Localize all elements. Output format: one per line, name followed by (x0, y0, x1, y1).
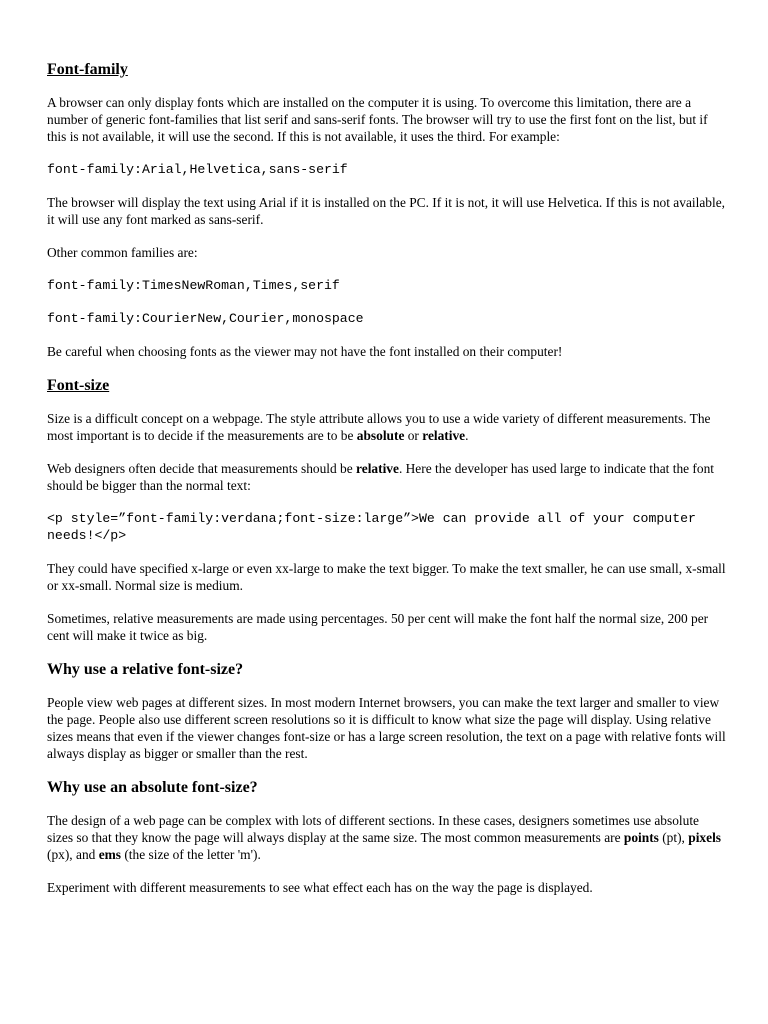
heading-why-relative: Why use a relative font-size? (47, 661, 244, 678)
bold-relative: relative (356, 461, 399, 476)
text-run: Size is a difficult concept on a webpage. The style attribute allows you to use a wide variety of different measurements. The most important is to decide if the measurements are to be (47, 411, 711, 443)
font-caution-paragraph: Be careful when choosing fonts as the viewer may not have the font installed on their computer! (47, 344, 563, 359)
heading-why-absolute: Why use an absolute font-size? (47, 779, 258, 796)
text-run: . Here the developer has used large to indicate that the font should be bigger than the normal text: (47, 461, 714, 493)
code-example-courier: font-family:CourierNew,Courier,monospace (47, 311, 364, 326)
text-run: . (465, 428, 469, 443)
experiment-paragraph: Experiment with different measurements to see what effect each has on the way the page is displayed. (47, 880, 593, 895)
text-run: (the size of the letter 'm'). (121, 847, 261, 862)
font-family-intro-paragraph: A browser can only display fonts which are installed on the computer it is using. To overcome this limitation, there are a number of generic font-families that list serif and sans-serif fonts. The browser will try to use the first font on the list, but if this is not available, it will use the second. If this is not available, it uses the third. For example: (47, 95, 708, 144)
other-families-paragraph: Other common families are: (47, 245, 198, 260)
text-run: (pt), (658, 830, 689, 845)
text-run: The design of a web page can be complex with lots of different sections. In these cases, designers sometimes use absolute sizes so that they know the page will always display at the same size. The most common measurements are (47, 813, 699, 845)
bold-ems: ems (98, 847, 121, 862)
text-run: (px), and (47, 847, 99, 862)
heading-font-family: Font-family (47, 61, 128, 78)
bold-relative: relative (422, 428, 466, 443)
code-example-arial: font-family:Arial,Helvetica,sans-serif (47, 162, 348, 177)
document-page (47, 60, 727, 912)
why-relative-paragraph: People view web pages at different sizes. In most modern Internet browsers, you can make the text larger and smaller to view the page. People also use different screen resolutions so it is difficult to know what size the page will display. Using relative sizes means that even if the viewer changes font-size or has a large screen resolution, the text on a page with relative fonts will always display as bigger or smaller than the rest. (47, 695, 726, 761)
size-keywords-paragraph: They could have specified x-large or even xx-large to make the text bigger. To make the text smaller, he can use small, x-small or xx-small. Normal size is medium. (47, 561, 726, 593)
bold-absolute: absolute (356, 428, 405, 443)
text-run: or (404, 428, 423, 443)
font-size-intro-paragraph (47, 410, 727, 444)
font-family-fallback-paragraph: The browser will display the text using Arial if it is installed on the PC. If it is not, it will use Helvetica. If this is not available, it will use any font marked as sans-serif. (47, 195, 725, 227)
bold-pixels: pixels (688, 830, 722, 845)
relative-measurements-paragraph (47, 460, 727, 494)
percentages-paragraph: Sometimes, relative measurements are made using percentages. 50 per cent will make the font half the normal size, 200 per cent will make it twice as big. (47, 611, 709, 643)
code-example-times: font-family:TimesNewRoman,Times,serif (47, 278, 340, 293)
text-run: Web designers often decide that measurements should be (47, 461, 357, 476)
heading-font-size: Font-size (47, 377, 110, 394)
why-absolute-paragraph (47, 812, 727, 863)
bold-points: points (623, 830, 659, 845)
code-example-verdana: <p style=”font-family:verdana;font-size:large”>We can provide all of your computer needs!</p> (47, 511, 704, 543)
